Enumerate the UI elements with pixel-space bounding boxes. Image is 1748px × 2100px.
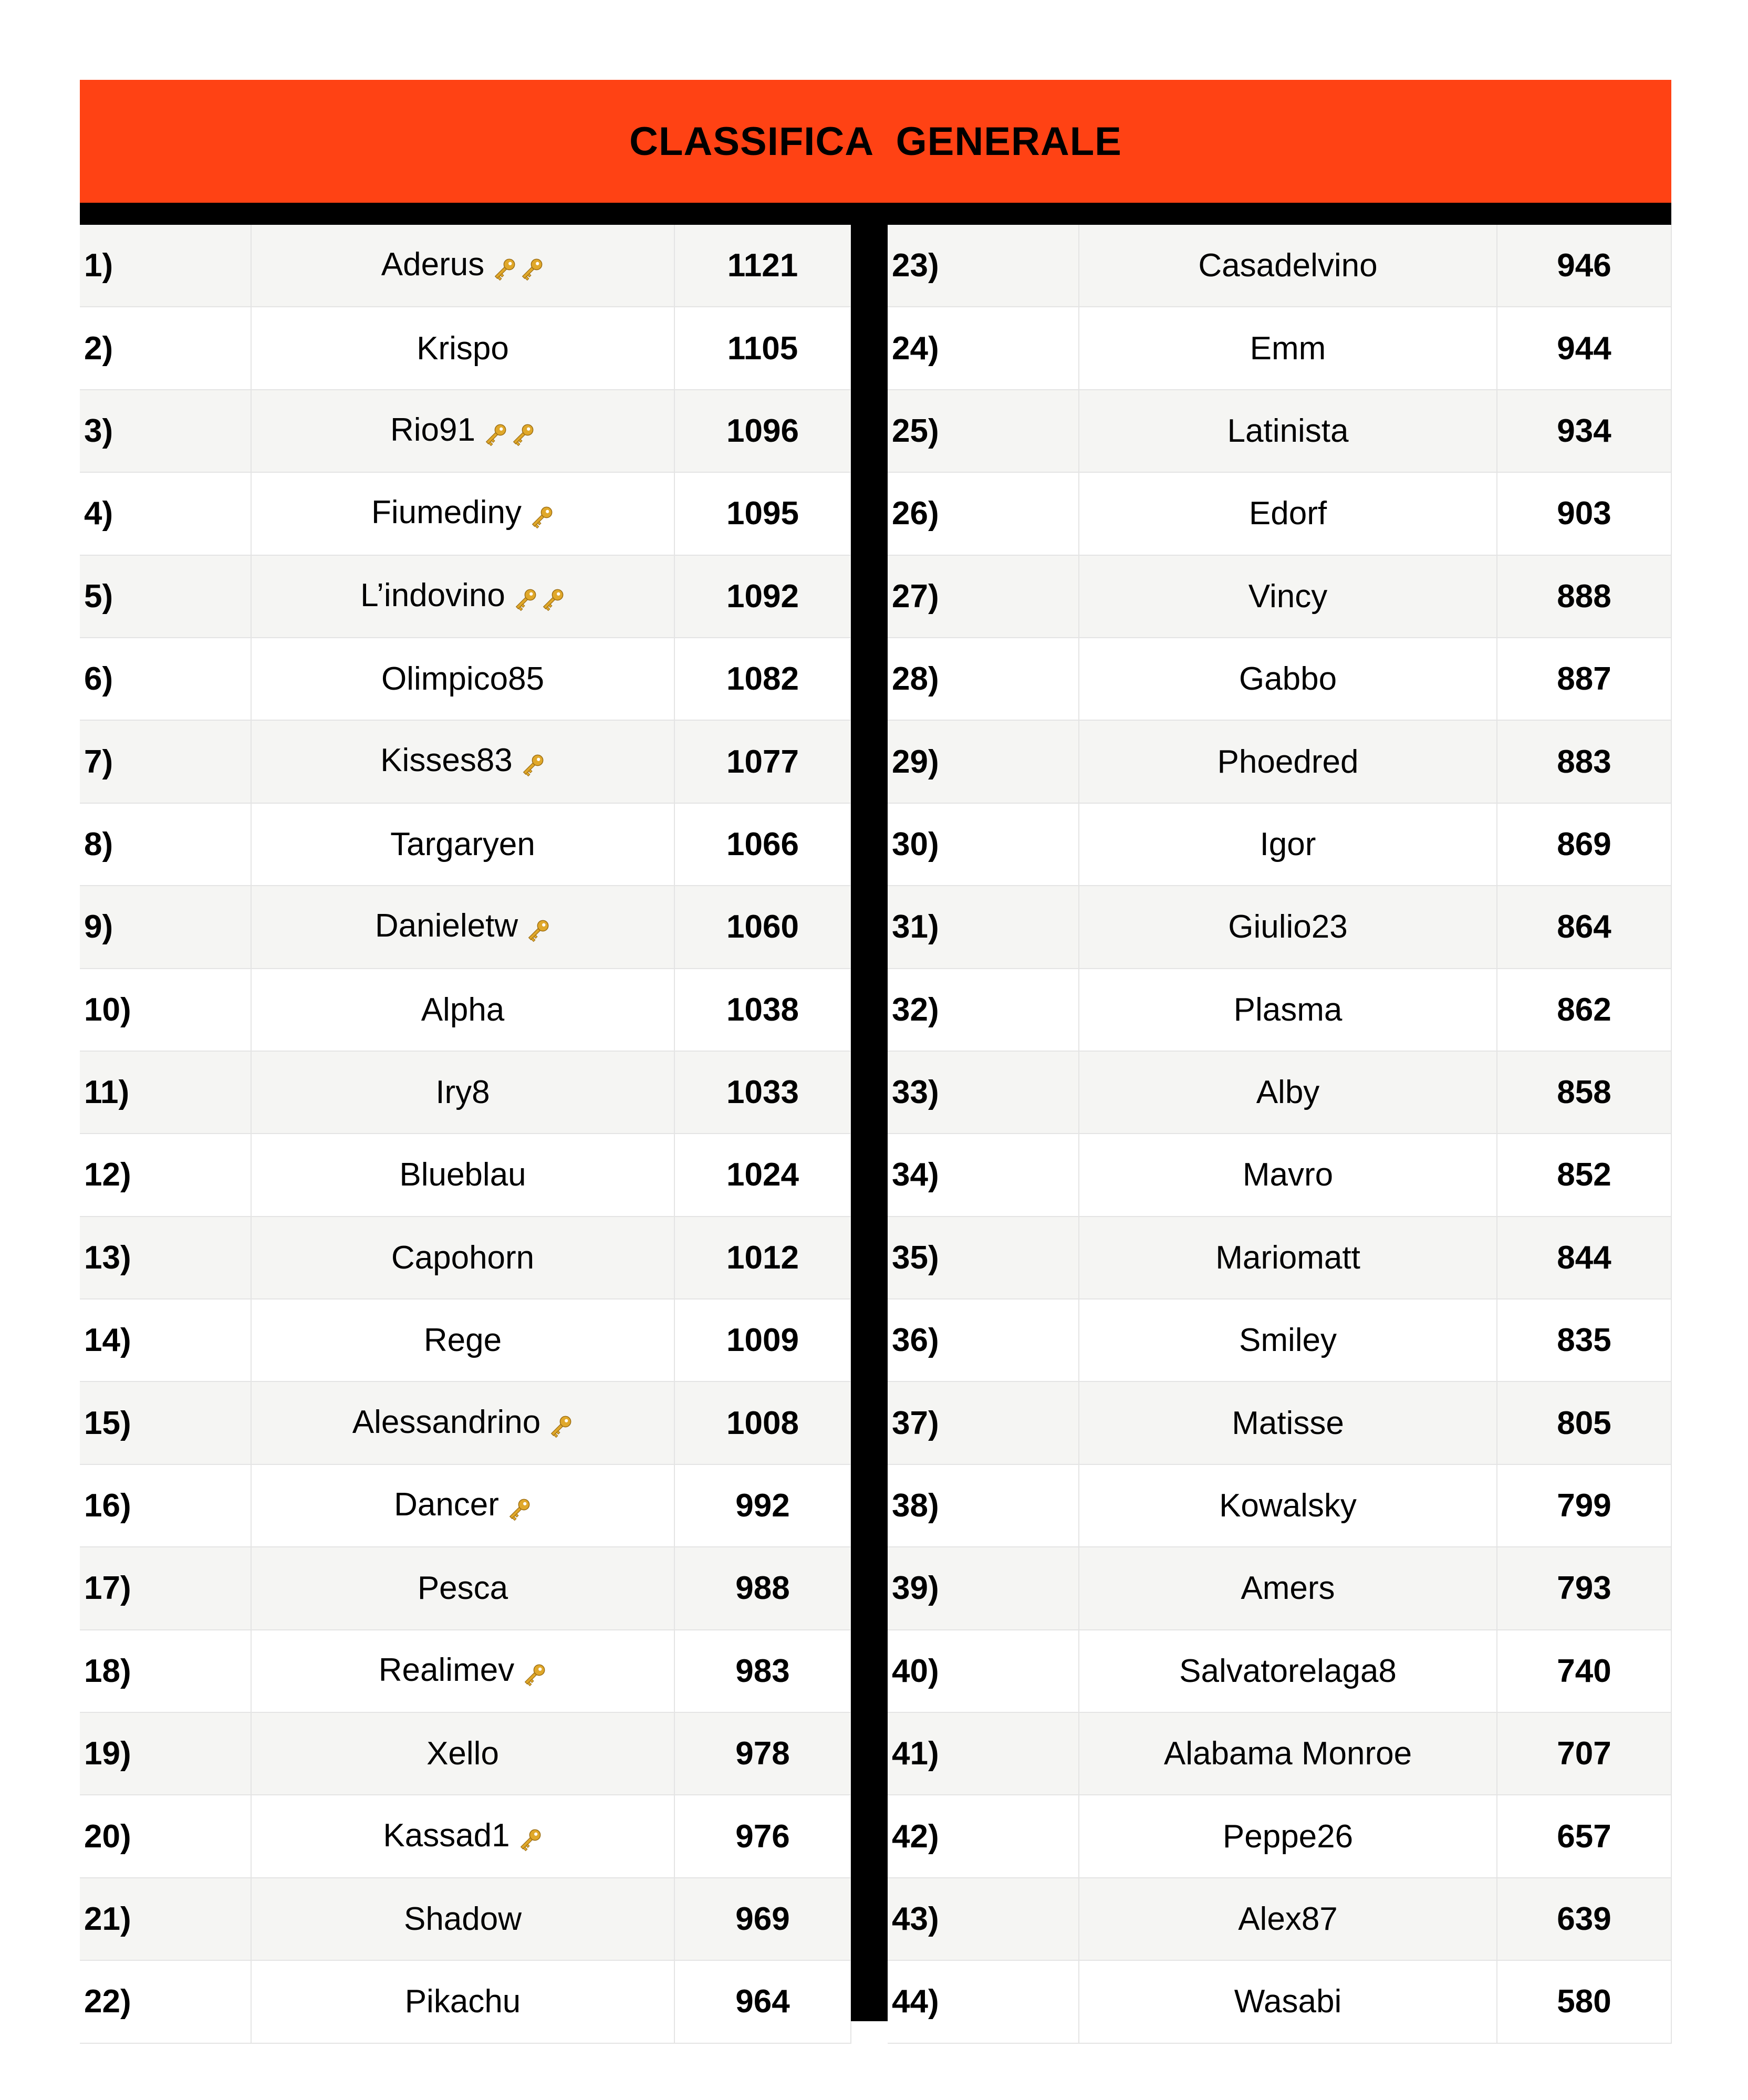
table-row	[80, 1464, 851, 1547]
rank-cell: 42)	[888, 1795, 1079, 1877]
table-row	[888, 1547, 1671, 1629]
rank-cell: 28)	[888, 638, 1079, 720]
player-name: L’indovino	[360, 577, 505, 614]
rank-cell: 31)	[888, 886, 1079, 968]
player-name-cell	[1079, 803, 1497, 886]
player-name: Iry8	[435, 1074, 490, 1111]
player-name: Pikachu	[404, 1983, 521, 2020]
table-row	[888, 1051, 1671, 1134]
score-cell: 799	[1497, 1464, 1671, 1547]
table-row	[80, 638, 851, 720]
rank-cell: 22)	[80, 1960, 251, 2043]
player-name: Vincy	[1248, 578, 1328, 615]
table-row	[80, 555, 851, 638]
table-row	[80, 1960, 851, 2043]
score-cell: 793	[1497, 1547, 1671, 1629]
player-name: Alpha	[421, 991, 505, 1028]
rank-cell: 43)	[888, 1878, 1079, 1960]
score-cell: 1066	[674, 803, 851, 886]
player-name: Phoedred	[1217, 743, 1359, 780]
table-row	[80, 1134, 851, 1216]
key-icon	[546, 1411, 576, 1441]
player-name-cell	[251, 886, 674, 968]
player-name: Wasabi	[1234, 1983, 1342, 2020]
key-icon	[481, 419, 511, 450]
player-name-cell	[251, 225, 674, 307]
player-name-cell	[1079, 1299, 1497, 1381]
score-cell: 976	[674, 1795, 851, 1877]
key-icon	[508, 419, 538, 450]
player-name-cell	[1079, 390, 1497, 472]
score-cell: 844	[1497, 1217, 1671, 1299]
player-name-cell	[251, 1051, 674, 1134]
rank-cell: 20)	[80, 1795, 251, 1877]
key-icon	[519, 1659, 550, 1690]
rank-cell: 17)	[80, 1547, 251, 1629]
player-name-cell	[251, 555, 674, 638]
rank-cell: 37)	[888, 1381, 1079, 1464]
score-cell: 934	[1497, 390, 1671, 472]
rank-cell: 18)	[80, 1630, 251, 1712]
table-row	[888, 1630, 1671, 1712]
rank-cell: 34)	[888, 1134, 1079, 1216]
player-name: Alabama Monroe	[1163, 1735, 1412, 1772]
score-cell: 1008	[674, 1381, 851, 1464]
score-cell: 978	[674, 1712, 851, 1795]
player-name: Dancer	[394, 1486, 499, 1523]
rank-cell: 19)	[80, 1712, 251, 1795]
player-name-cell	[251, 1795, 674, 1877]
key-icon	[515, 1824, 546, 1855]
rank-cell: 13)	[80, 1217, 251, 1299]
player-name-cell	[1079, 969, 1497, 1051]
player-name-cell	[1079, 1381, 1497, 1464]
table-row	[80, 390, 851, 472]
player-name-cell	[251, 720, 674, 803]
rank-cell: 9)	[80, 886, 251, 968]
rank-cell: 26)	[888, 472, 1079, 555]
score-cell: 657	[1497, 1795, 1671, 1877]
table-row	[888, 1878, 1671, 1960]
table-row	[888, 803, 1671, 886]
score-cell: 903	[1497, 472, 1671, 555]
player-name: Mariomatt	[1215, 1239, 1360, 1276]
key-icon	[517, 254, 547, 284]
keys-badge	[527, 496, 554, 533]
player-name: Peppe26	[1222, 1818, 1354, 1855]
player-name: Olimpico85	[381, 661, 545, 698]
score-cell: 1024	[674, 1134, 851, 1216]
player-name-cell	[1079, 638, 1497, 720]
rank-cell: 25)	[888, 390, 1079, 472]
player-name-cell	[1079, 1547, 1497, 1629]
player-name: Pesca	[417, 1570, 508, 1607]
table-row	[80, 1299, 851, 1381]
table-row	[80, 1217, 851, 1299]
key-icon	[518, 750, 548, 780]
player-name: Salvatorelaga8	[1179, 1652, 1397, 1689]
score-cell: 988	[674, 1547, 851, 1629]
keys-badge	[504, 1488, 532, 1525]
table-row	[80, 472, 851, 555]
player-name: Gabbo	[1239, 661, 1337, 698]
table-row	[80, 969, 851, 1051]
player-name: Fiumediny	[371, 494, 522, 531]
table-row	[80, 1712, 851, 1795]
table-row	[888, 720, 1671, 803]
player-name: Latinista	[1227, 412, 1349, 449]
score-cell: 888	[1497, 555, 1671, 638]
player-name: Shadow	[403, 1901, 522, 1937]
keys-badge	[519, 1654, 547, 1691]
rank-cell: 27)	[888, 555, 1079, 638]
player-name: Rege	[423, 1322, 502, 1359]
rank-cell: 21)	[80, 1878, 251, 1960]
player-name-cell	[1079, 720, 1497, 803]
rank-cell: 4)	[80, 472, 251, 555]
score-cell: 1121	[674, 225, 851, 307]
table-row	[888, 1134, 1671, 1216]
table-row	[80, 803, 851, 886]
score-cell: 883	[1497, 720, 1671, 803]
rank-cell: 40)	[888, 1630, 1079, 1712]
rank-cell: 39)	[888, 1547, 1079, 1629]
key-icon	[527, 502, 557, 532]
score-cell: 1009	[674, 1299, 851, 1381]
score-cell: 1060	[674, 886, 851, 968]
rank-cell: 3)	[80, 390, 251, 472]
player-name-cell	[251, 390, 674, 472]
player-name: Smiley	[1239, 1322, 1337, 1359]
rank-cell: 44)	[888, 1960, 1079, 2043]
player-name: Mavro	[1242, 1157, 1334, 1193]
score-cell: 862	[1497, 969, 1671, 1051]
score-cell: 1096	[674, 390, 851, 472]
table-row	[888, 886, 1671, 968]
rank-cell: 32)	[888, 969, 1079, 1051]
score-cell: 864	[1497, 886, 1671, 968]
score-cell: 944	[1497, 307, 1671, 389]
rank-cell: 24)	[888, 307, 1079, 389]
keys-badge	[490, 248, 544, 285]
table-row	[888, 1464, 1671, 1547]
player-name: Krispo	[417, 330, 509, 367]
column-divider	[851, 225, 888, 2021]
rank-cell: 15)	[80, 1381, 251, 1464]
rank-cell: 41)	[888, 1712, 1079, 1795]
key-icon	[523, 915, 554, 945]
player-name: Edorf	[1248, 495, 1327, 532]
player-name-cell	[251, 1630, 674, 1712]
player-name: Amers	[1241, 1570, 1335, 1607]
rank-cell: 14)	[80, 1299, 251, 1381]
score-cell: 1077	[674, 720, 851, 803]
score-cell: 858	[1497, 1051, 1671, 1134]
rank-cell: 12)	[80, 1134, 251, 1216]
score-cell: 852	[1497, 1134, 1671, 1216]
header-divider	[80, 203, 1671, 225]
table-row	[80, 1795, 851, 1877]
player-name: Targaryen	[390, 826, 535, 862]
table-row	[888, 1381, 1671, 1464]
player-name-cell	[251, 1547, 674, 1629]
rank-cell: 35)	[888, 1217, 1079, 1299]
score-cell: 946	[1497, 225, 1671, 307]
player-name-cell	[251, 969, 674, 1051]
player-name: Danieletw	[374, 908, 518, 944]
table-row	[80, 720, 851, 803]
player-name-cell	[1079, 1464, 1497, 1547]
score-cell: 805	[1497, 1381, 1671, 1464]
player-name: Emm	[1250, 330, 1326, 367]
player-name-cell	[1079, 886, 1497, 968]
player-name-cell	[251, 1960, 674, 2043]
key-icon	[511, 584, 541, 615]
ranking-table-right	[888, 225, 1672, 2044]
table-row	[888, 969, 1671, 1051]
player-name-cell	[1079, 1217, 1497, 1299]
table-row	[888, 638, 1671, 720]
rank-cell: 6)	[80, 638, 251, 720]
key-icon	[504, 1494, 535, 1524]
player-name-cell	[251, 1381, 674, 1464]
keys-badge	[518, 744, 545, 782]
rank-cell: 1)	[80, 225, 251, 307]
player-name-cell	[251, 472, 674, 555]
player-name: Rio91	[390, 411, 475, 448]
player-name: Aderus	[381, 246, 485, 283]
player-name: Realimev	[378, 1651, 515, 1688]
score-cell: 964	[674, 1960, 851, 2043]
table-row	[888, 1712, 1671, 1795]
player-name: Xello	[426, 1735, 499, 1772]
player-name-cell	[1079, 1051, 1497, 1134]
table-row	[80, 307, 851, 389]
player-name: Casadelvino	[1198, 247, 1378, 284]
player-name: Kisses83	[380, 742, 513, 779]
player-name-cell	[251, 1217, 674, 1299]
rank-cell: 33)	[888, 1051, 1079, 1134]
leaderboard-header	[80, 80, 1671, 203]
player-name-cell	[251, 803, 674, 886]
player-name: Igor	[1260, 826, 1316, 862]
player-name-cell	[1079, 555, 1497, 638]
rank-cell: 36)	[888, 1299, 1079, 1381]
score-cell: 1092	[674, 555, 851, 638]
player-name: Plasma	[1233, 991, 1343, 1028]
player-name-cell	[1079, 225, 1497, 307]
player-name-cell	[1079, 1795, 1497, 1877]
score-cell: 969	[674, 1878, 851, 1960]
rank-cell: 8)	[80, 803, 251, 886]
score-cell: 740	[1497, 1630, 1671, 1712]
player-name: Alby	[1256, 1074, 1320, 1111]
keys-badge	[523, 909, 550, 947]
player-name-cell	[1079, 307, 1497, 389]
rank-cell: 29)	[888, 720, 1079, 803]
table-row	[80, 1051, 851, 1134]
table-row	[888, 1960, 1671, 2043]
table-row	[888, 390, 1671, 472]
player-name-cell	[251, 1299, 674, 1381]
player-name: Matisse	[1232, 1405, 1344, 1441]
page-title: CLASSIFICA GENERALE	[629, 119, 1122, 164]
score-cell: 639	[1497, 1878, 1671, 1960]
rank-cell: 30)	[888, 803, 1079, 886]
player-name-cell	[1079, 1960, 1497, 2043]
player-name-cell	[251, 1878, 674, 1960]
table-row	[80, 1878, 851, 1960]
player-name-cell	[1079, 1630, 1497, 1712]
player-name-cell	[1079, 472, 1497, 555]
score-cell: 835	[1497, 1299, 1671, 1381]
player-name: Capohorn	[391, 1239, 535, 1276]
score-cell: 992	[674, 1464, 851, 1547]
table-row	[888, 225, 1671, 307]
score-cell: 1105	[674, 307, 851, 389]
player-name-cell	[1079, 1134, 1497, 1216]
rank-cell: 11)	[80, 1051, 251, 1134]
player-name-cell	[251, 1464, 674, 1547]
keys-badge	[481, 413, 535, 451]
key-icon	[490, 254, 520, 284]
rank-cell: 7)	[80, 720, 251, 803]
score-cell: 580	[1497, 1960, 1671, 2043]
player-name: Blueblau	[399, 1157, 526, 1193]
score-cell: 1082	[674, 638, 851, 720]
key-icon	[538, 584, 568, 615]
table-row	[80, 1381, 851, 1464]
table-row	[80, 1630, 851, 1712]
player-name-cell	[251, 1712, 674, 1795]
score-cell: 1038	[674, 969, 851, 1051]
table-row	[80, 1547, 851, 1629]
player-name: Alessandrino	[352, 1404, 541, 1440]
table-row	[888, 1795, 1671, 1877]
table-row	[80, 225, 851, 307]
score-cell: 1012	[674, 1217, 851, 1299]
player-name: Kowalsky	[1219, 1488, 1357, 1524]
rank-cell: 5)	[80, 555, 251, 638]
table-row	[888, 307, 1671, 389]
player-name: Kassad1	[383, 1817, 510, 1854]
player-name: Giulio23	[1228, 909, 1348, 945]
player-name-cell	[251, 1134, 674, 1216]
table-row	[888, 555, 1671, 638]
score-cell: 983	[674, 1630, 851, 1712]
rank-cell: 2)	[80, 307, 251, 389]
table-row	[80, 886, 851, 968]
keys-badge	[546, 1406, 573, 1443]
rank-cell: 16)	[80, 1464, 251, 1547]
player-name-cell	[1079, 1712, 1497, 1795]
table-row	[888, 1217, 1671, 1299]
score-cell: 869	[1497, 803, 1671, 886]
player-name-cell	[251, 638, 674, 720]
ranking-table-left	[80, 225, 851, 2044]
keys-badge	[511, 579, 565, 616]
score-cell: 1033	[674, 1051, 851, 1134]
score-cell: 1095	[674, 472, 851, 555]
rank-cell: 23)	[888, 225, 1079, 307]
table-row	[888, 472, 1671, 555]
score-cell: 707	[1497, 1712, 1671, 1795]
player-name-cell	[251, 307, 674, 389]
player-name: Alex87	[1238, 1901, 1338, 1937]
score-cell: 887	[1497, 638, 1671, 720]
rank-cell: 10)	[80, 969, 251, 1051]
rank-cell: 38)	[888, 1464, 1079, 1547]
player-name-cell	[1079, 1878, 1497, 1960]
table-row	[888, 1299, 1671, 1381]
keys-badge	[515, 1819, 543, 1856]
